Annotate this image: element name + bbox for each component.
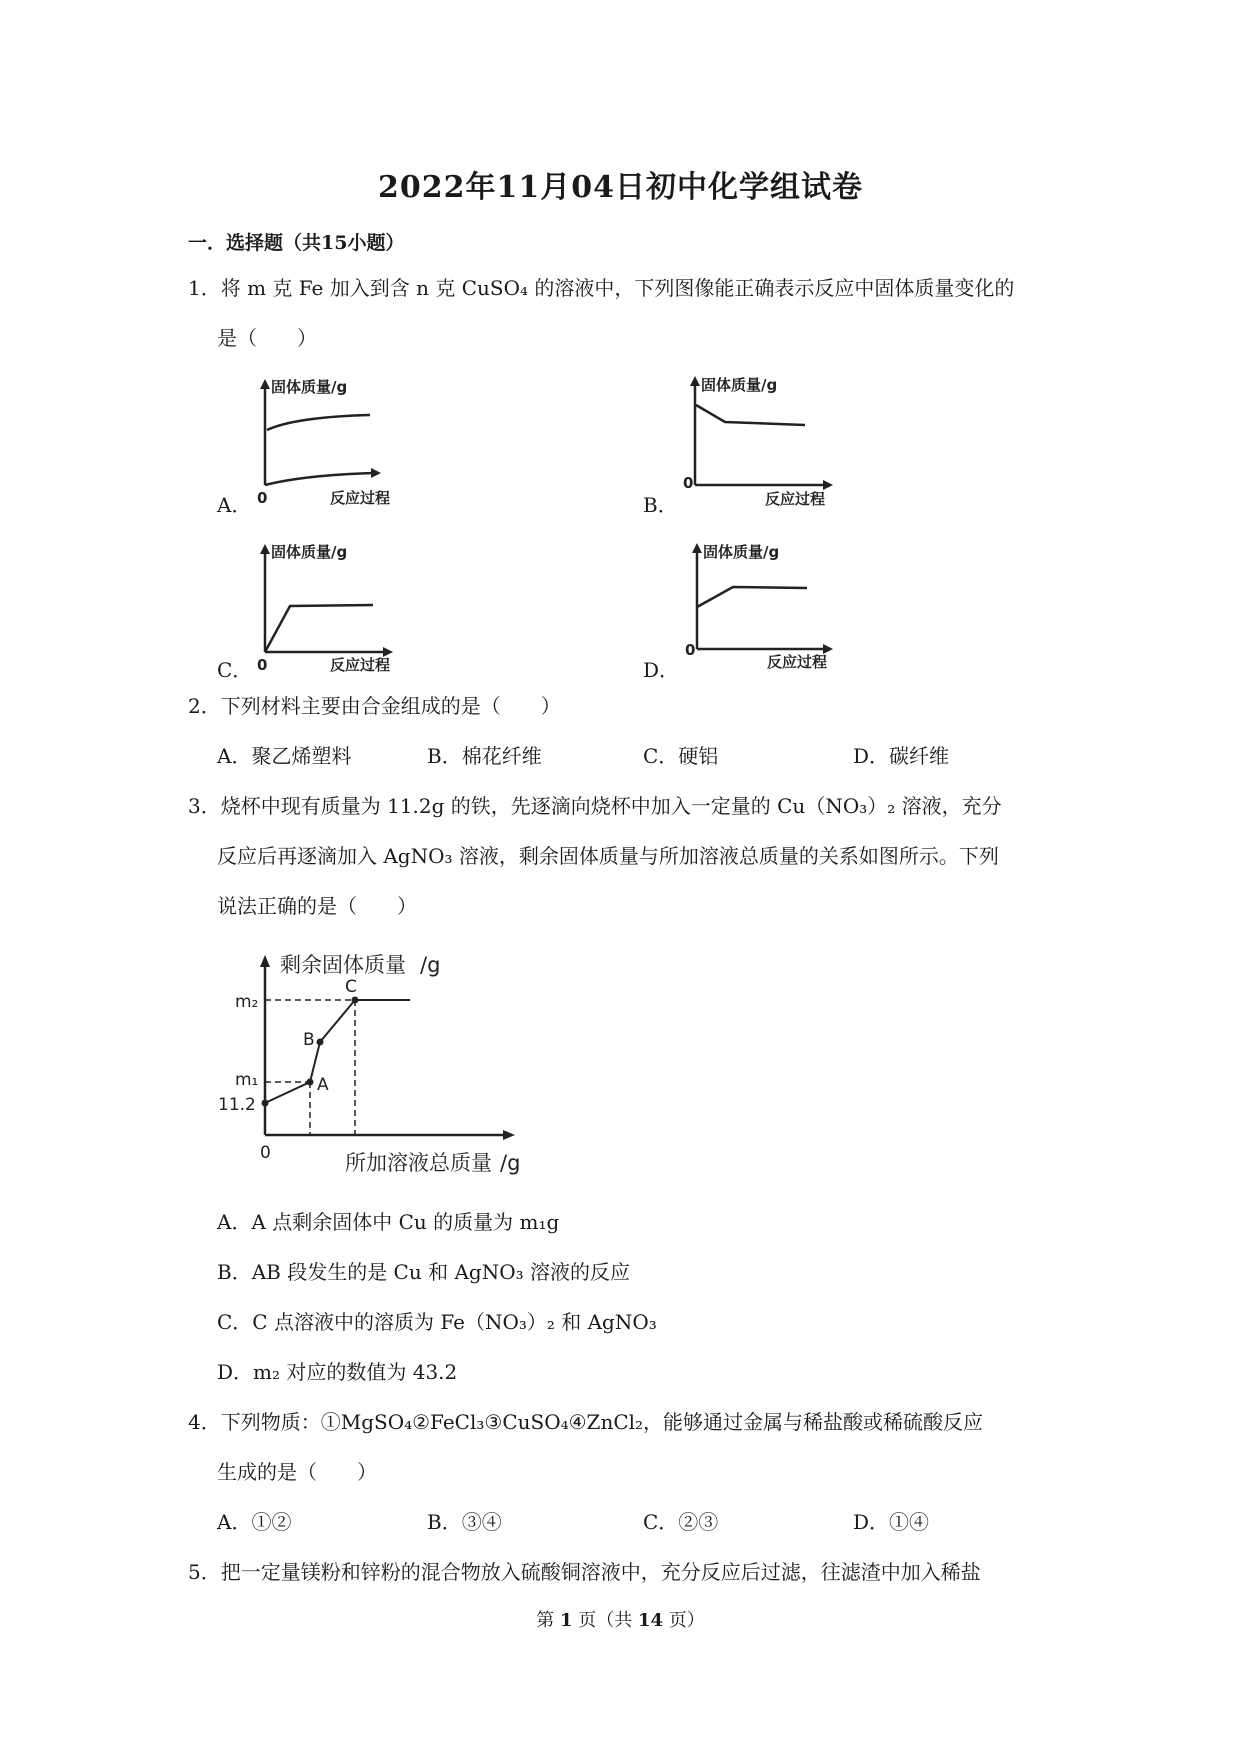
- q1-graph-b-ylabel: 固体质量/g: [701, 376, 778, 394]
- q1-graph-d-curve: [697, 587, 807, 607]
- q2-option-d: D．碳纤维: [853, 744, 950, 768]
- q3-graph-xlabel: 所加溶液总质量: [345, 1151, 492, 1175]
- q3-graph-point-a: [307, 1079, 314, 1086]
- q3-graph-label-a: A: [317, 1075, 329, 1095]
- q1-graph-d-xlabel: 反应过程: [767, 653, 828, 671]
- q3-graph-yunit: /g: [420, 953, 441, 977]
- q2-stem: 2．下列材料主要由合金组成的是（ ）: [188, 694, 561, 718]
- q1-graph-c: [245, 540, 415, 675]
- q3-graph-ylabel: 剩余固体质量: [280, 953, 406, 977]
- q5-stem-line1: 5．把一定量镁粉和锌粉的混合物放入硫酸铜溶液中，充分反应后过滤，往滤渣中加入稀盐: [188, 1560, 981, 1584]
- q1-graph-d-origin: 0: [685, 641, 696, 659]
- total-pages: 14: [637, 1610, 664, 1631]
- q1-graph-c-ylabel: 固体质量/g: [271, 543, 348, 561]
- q3-graph-label-c: C: [345, 977, 357, 997]
- q3-graph-tick-m2: m₂: [235, 992, 259, 1012]
- q3-graph: [215, 940, 535, 1180]
- q1-option-c-label: C．: [217, 658, 253, 682]
- q3-graph-tick-start: 11.2: [218, 1095, 256, 1115]
- q1-stem-line1: 1．将 m 克 Fe 加入到含 n 克 CuSO₄ 的溶液中，下列图像能正确表示反应中固体质量变化的: [188, 276, 1015, 300]
- q1-graph-a-ylabel: 固体质量/g: [271, 378, 348, 396]
- q3-graph-tick-m1: m₁: [235, 1070, 259, 1090]
- q1-graph-a-origin: 0: [257, 489, 268, 507]
- q3-option-d: D．m₂ 对应的数值为 43.2: [217, 1360, 458, 1384]
- q1-graph-b-xlabel: 反应过程: [765, 490, 826, 508]
- q1-graph-b: [675, 370, 850, 510]
- q2-option-a: A．聚乙烯塑料: [217, 744, 352, 768]
- q4-stem-line1: 4．下列物质：①MgSO₄②FeCl₃③CuSO₄④ZnCl₂，能够通过金属与稀盐酸或稀硫酸反应: [188, 1410, 984, 1434]
- q2-option-c: C．硬铝: [643, 744, 719, 768]
- q1-stem-line2: 是（ ）: [217, 326, 317, 350]
- q4-option-b: B．③④: [427, 1510, 502, 1534]
- q1-graph-a-xlabel: 反应过程: [330, 489, 391, 507]
- q1-option-b-label: B．: [643, 493, 678, 517]
- q3-stem-line2: 反应后再逐滴加入 AgNO₃ 溶液，剩余固体质量与所加溶液总质量的关系如图所示。下列: [217, 844, 999, 868]
- section-heading: 一．选择题（共15小题）: [188, 232, 405, 254]
- q4-stem-line2: 生成的是（ ）: [217, 1460, 377, 1484]
- q1-graph-a-curve: [267, 415, 370, 430]
- q3-option-a: A．A 点剩余固体中 Cu 的质量为 m₁g: [217, 1210, 560, 1234]
- q3-graph-label-b: B: [303, 1030, 315, 1050]
- q3-stem-line3: 说法正确的是（ ）: [217, 894, 417, 918]
- q1-graph-b-origin: 0: [683, 474, 694, 492]
- q1-graph-d-ylabel: 固体质量/g: [703, 543, 780, 561]
- q4-option-a: A．①②: [217, 1510, 292, 1534]
- page-title: 2022年11月04日初中化学组试卷: [378, 170, 863, 205]
- q3-option-c: C．C 点溶液中的溶质为 Fe（NO₃）₂ 和 AgNO₃: [217, 1310, 657, 1334]
- q1-graph-c-curve: [265, 605, 373, 652]
- q3-graph-point-c: [352, 997, 359, 1004]
- q3-graph-xunit: /g: [500, 1151, 521, 1175]
- q1-graph-c-xlabel: 反应过程: [330, 656, 391, 674]
- page-number: 1: [559, 1610, 573, 1631]
- q3-graph-origin: 0: [260, 1143, 271, 1163]
- q1-option-d-label: D．: [643, 658, 680, 682]
- q1-graph-a: [245, 375, 415, 510]
- q3-option-b: B．AB 段发生的是 Cu 和 AgNO₃ 溶液的反应: [217, 1260, 630, 1284]
- q3-graph-line: [265, 1000, 410, 1103]
- page-footer: 第 1 页（共 14 页）: [536, 1610, 705, 1631]
- q4-option-d: D．①④: [853, 1510, 930, 1534]
- q3-graph-point-b: [317, 1039, 324, 1046]
- q1-graph-b-curve: [696, 405, 805, 425]
- q1-option-a-label: A．: [217, 493, 252, 517]
- q3-graph-start-point: [262, 1100, 269, 1107]
- q1-graph-d: [675, 537, 850, 677]
- q4-option-c: C．②③: [643, 1510, 719, 1534]
- q1-graph-c-origin: 0: [257, 656, 268, 674]
- q3-stem-line1: 3．烧杯中现有质量为 11.2g 的铁，先逐滴向烧杯中加入一定量的 Cu（NO₃）₂ 溶液，充分: [188, 794, 1002, 818]
- q2-option-b: B．棉花纤维: [427, 744, 542, 768]
